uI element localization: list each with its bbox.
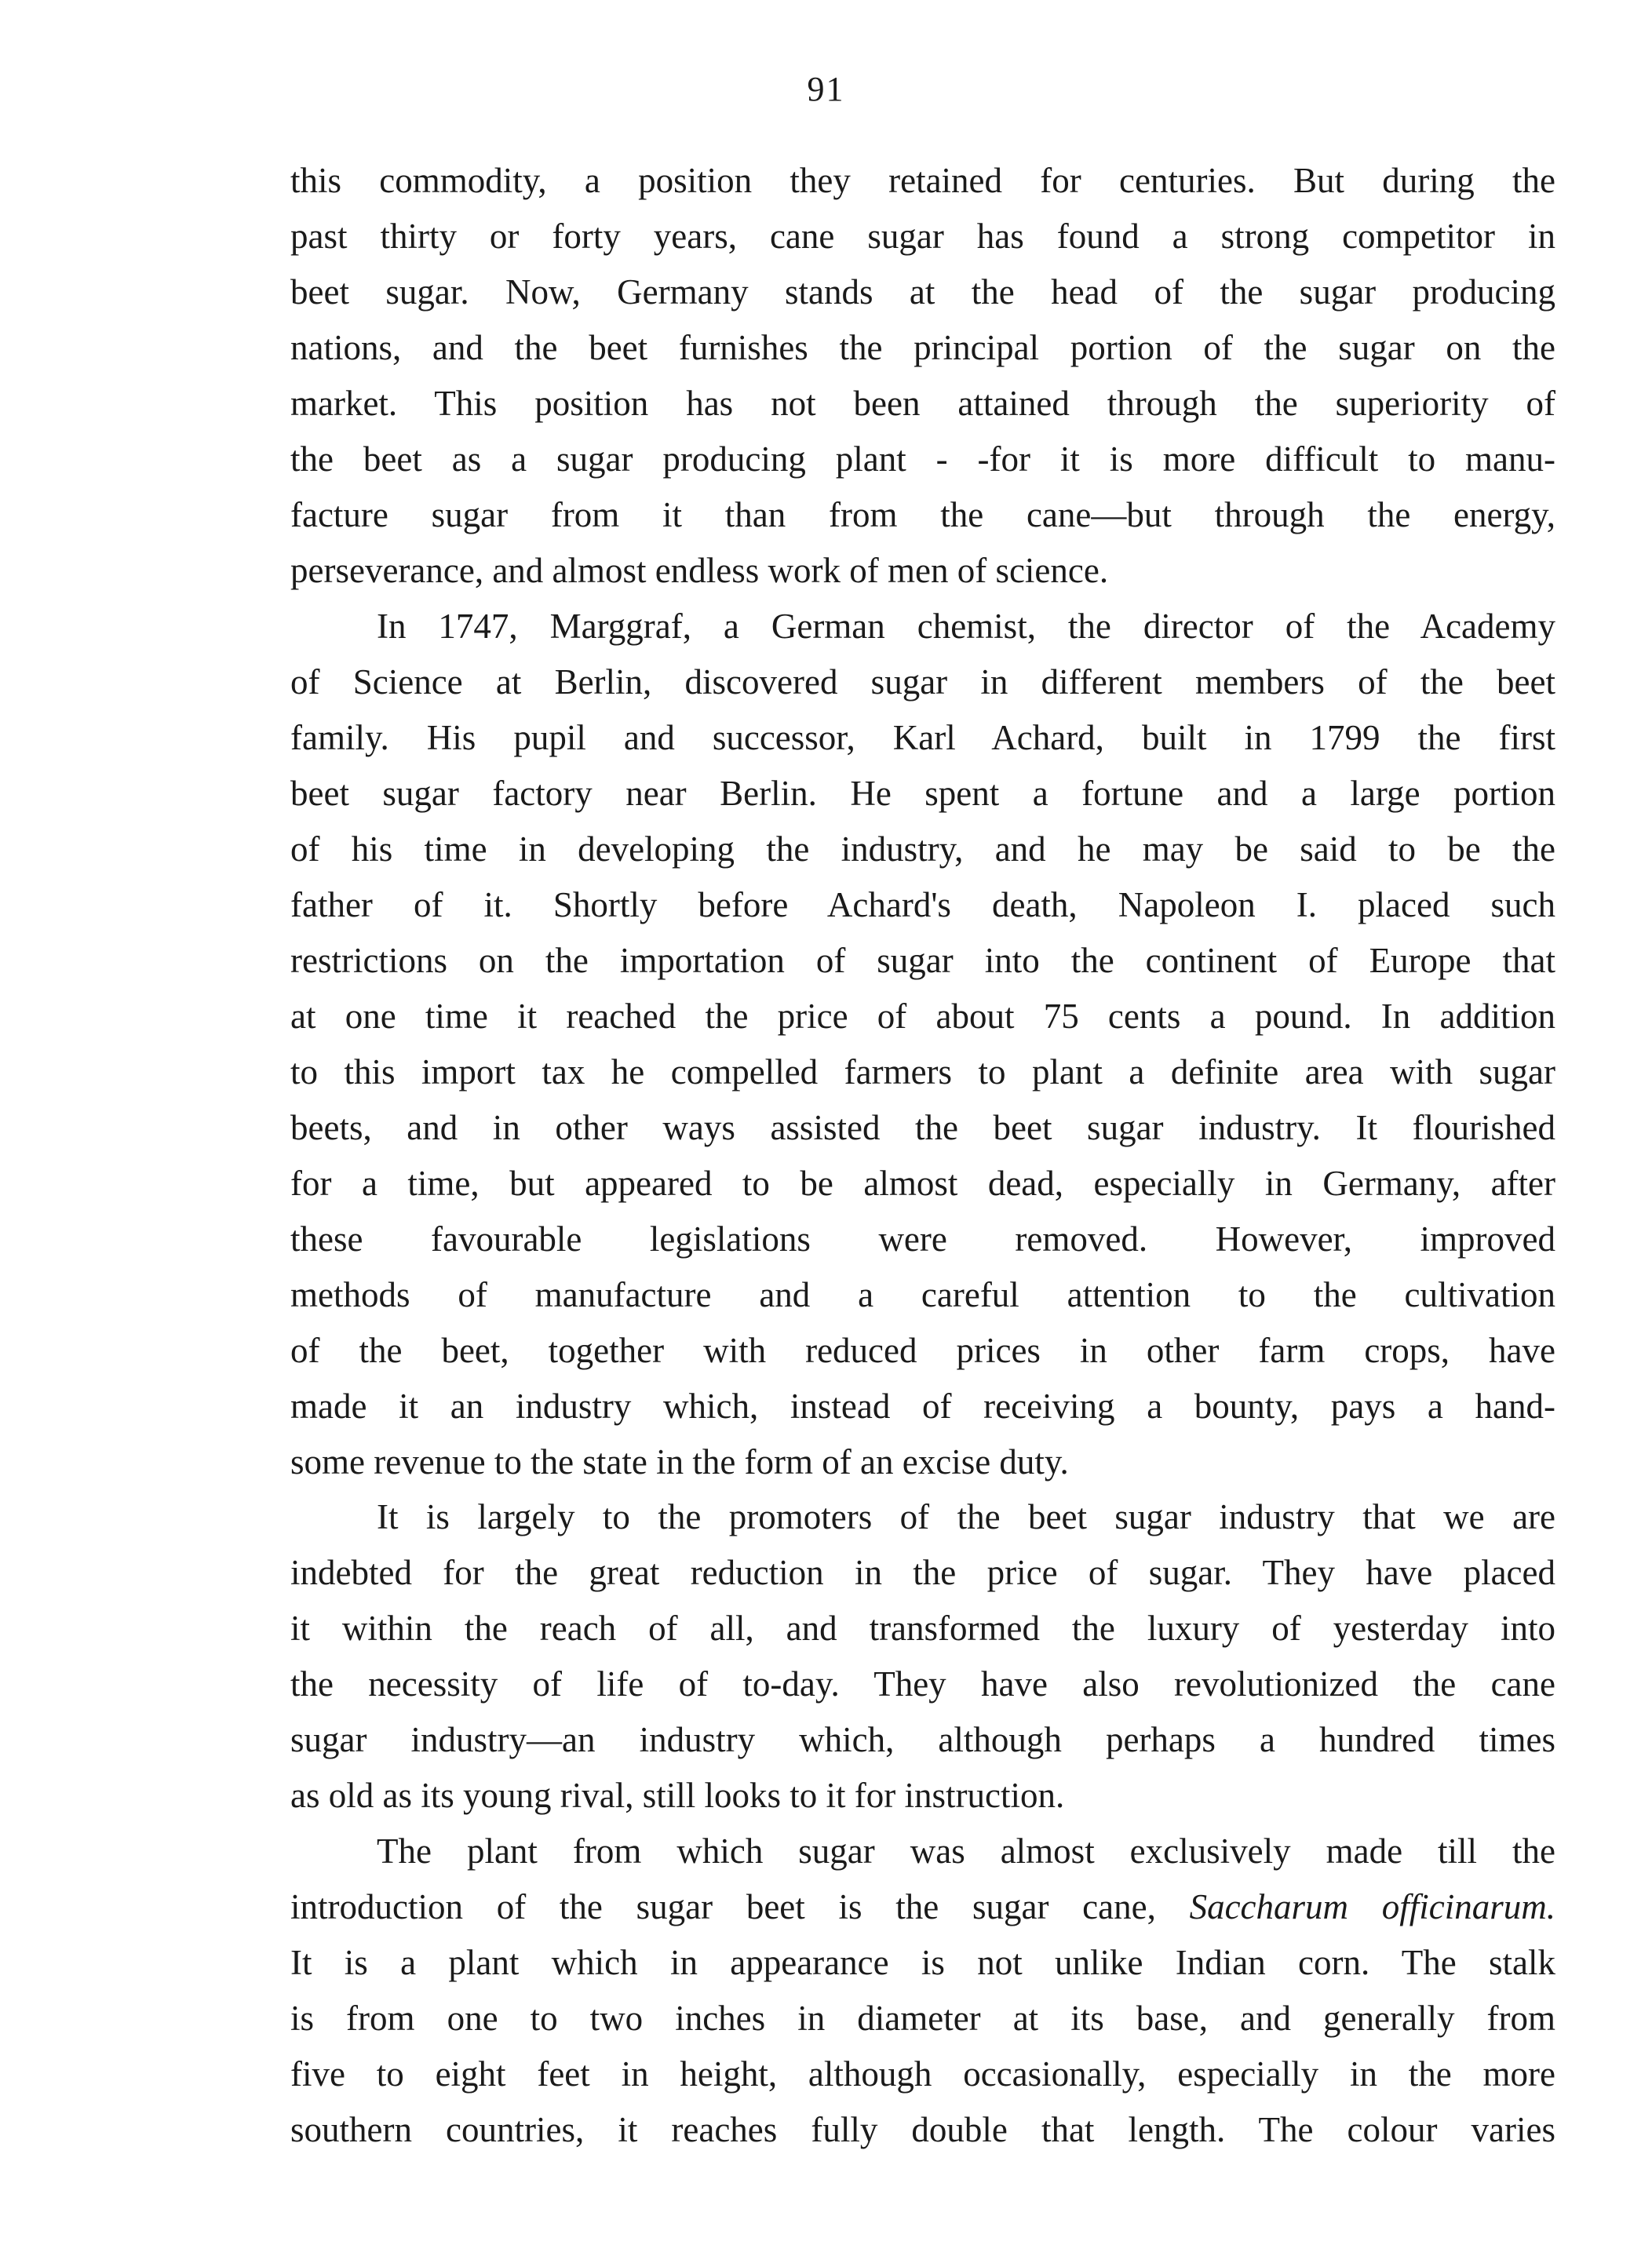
text-line: restrictions on the importation of sugar into the continent of Europe that	[290, 941, 1555, 980]
text-line: beet sugar factory near Berlin. He spent a fortune and a large portion	[290, 774, 1555, 813]
text-line: It is a plant which in appearance is not unlike Indian corn. The stalk	[290, 1943, 1555, 1982]
text-line: this commodity, a position they retained for centuries. But during the	[290, 161, 1555, 200]
text-line: to this import tax he compelled farmers to plant a definite area with sugar	[290, 1052, 1555, 1092]
text-line: sugar industry—an industry which, although perhaps a hundred times	[290, 1720, 1555, 1759]
paragraph-3	[290, 1489, 1555, 1824]
text-line: of his time in developing the industry, and he may be said to be the	[290, 829, 1555, 869]
text-line: In 1747, Marggraf, a German chemist, the director of the Academy	[377, 607, 1555, 646]
text-line: It is largely to the promoters of the beet sugar industry that we are	[377, 1497, 1555, 1536]
text-line: is from one to two inches in diameter at its base, and generally from	[290, 1999, 1555, 2038]
text-line: perseverance, and almost endless work of men of science.	[290, 551, 1109, 590]
text-line: these favourable legislations were removed. However, improved	[290, 1219, 1555, 1259]
latin-name: Saccharum officinarum.	[1189, 1887, 1555, 1926]
text-line: of Science at Berlin, discovered sugar in different members of the beet	[290, 662, 1555, 702]
paragraph-1	[290, 153, 1555, 599]
text-line: past thirty or forty years, cane sugar has found a strong competitor in	[290, 217, 1555, 256]
text-line: market. This position has not been attained through the superiority of	[290, 384, 1555, 423]
paragraph-2	[290, 599, 1555, 1490]
text-line: at one time it reached the price of about 75 cents a pound. In addition	[290, 997, 1555, 1036]
text-line: nations, and the beet furnishes the principal portion of the sugar on the	[290, 328, 1555, 367]
text-line: methods of manufacture and a careful attention to the cultivation	[290, 1275, 1555, 1314]
text-line: as old as its young rival, still looks to it for instruction.	[290, 1776, 1065, 1815]
text-line: the beet as a sugar producing plant - -for it is more difficult to manu-	[290, 439, 1555, 479]
text-line: beets, and in other ways assisted the beet sugar industry. It flourished	[290, 1108, 1555, 1147]
text-line: made it an industry which, instead of receiving a bounty, pays a hand-	[290, 1387, 1555, 1426]
page-number: 91	[807, 70, 845, 108]
text-line: beet sugar. Now, Germany stands at the head of the sugar producing	[290, 272, 1555, 312]
text-line-start: introduction of the sugar beet is the sugar cane,	[290, 1887, 1190, 1926]
text-line: The plant from which sugar was almost exclusively made till the	[377, 1831, 1555, 1871]
text-line: some revenue to the state in the form of an excise duty.	[290, 1442, 1069, 1482]
text-line: the necessity of life of to-day. They have also revolutionized the cane	[290, 1664, 1555, 1704]
text-line: indebted for the great reduction in the price of sugar. They have placed	[290, 1553, 1555, 1592]
text-line: for a time, but appeared to be almost dead, especially in Germany, after	[290, 1164, 1555, 1203]
text-line: of the beet, together with reduced prices in other farm crops, have	[290, 1331, 1555, 1370]
text-line: southern countries, it reaches fully double that length. The colour varies	[290, 2110, 1555, 2149]
text-line: five to eight feet in height, although occasionally, especially in the more	[290, 2054, 1555, 2094]
text-line: father of it. Shortly before Achard's death, Napoleon I. placed such	[290, 885, 1555, 924]
text-line: facture sugar from it than from the cane—but through the energy,	[290, 495, 1555, 534]
text-line: family. His pupil and successor, Karl Achard, built in 1799 the first	[290, 718, 1555, 757]
paragraph-4	[290, 1824, 1555, 2158]
text-line-with-latin-name	[290, 1879, 1555, 1935]
text-line: it within the reach of all, and transformed the luxury of yesterday into	[290, 1609, 1555, 1648]
